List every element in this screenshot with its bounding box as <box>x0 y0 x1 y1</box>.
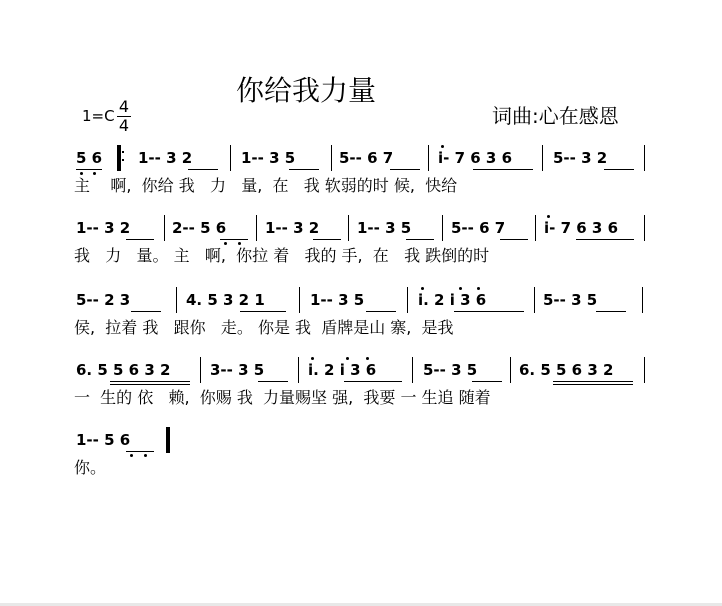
lyrics-line <box>74 387 644 411</box>
barline <box>510 357 511 383</box>
measure: 5-- 3 5 <box>543 291 598 309</box>
measure: i. 2 i 3 6 <box>418 291 487 309</box>
measure: 1-- 5 6 <box>76 431 131 449</box>
barline <box>348 215 349 241</box>
barline <box>200 357 201 383</box>
time-signature <box>117 99 131 134</box>
barline <box>298 357 299 383</box>
lyrics-line <box>74 317 644 341</box>
barline <box>164 215 165 241</box>
barline <box>331 145 332 171</box>
measure: 2-- 5 6 <box>172 219 227 237</box>
time-signature-bottom: 4 <box>118 116 130 135</box>
lyrics-line <box>74 175 644 199</box>
measure: 5-- 3 5 <box>423 361 478 379</box>
barline <box>644 215 645 241</box>
score-row-5 <box>0 429 722 489</box>
barline <box>230 145 231 171</box>
lyrics-text: 主 啊, 你给 我 力 量, 在 我 软弱的时 候, 快给 <box>74 176 458 195</box>
lyrics-text: 我 力 量。 主 啊, 你拉 着 我的 手, 在 我 跌倒的时 <box>74 246 490 265</box>
final-barline <box>166 427 170 453</box>
notation-line <box>76 289 646 315</box>
barline <box>176 287 177 313</box>
barline <box>644 357 645 383</box>
barline <box>407 287 408 313</box>
measure: 1-- 3 5 <box>241 149 296 167</box>
measure: 5-- 2 3 <box>76 291 131 309</box>
measure: i. 2 i 3 6 <box>308 361 377 379</box>
measure: 5-- 6 7 <box>339 149 394 167</box>
notation-line <box>76 217 646 243</box>
barline <box>412 357 413 383</box>
notation-line <box>76 147 646 173</box>
score-row-4 <box>0 359 722 419</box>
barline <box>642 287 643 313</box>
time-signature-top: 4 <box>118 97 130 116</box>
barline <box>442 215 443 241</box>
lyrics-text: 你。 <box>74 458 107 477</box>
measure-pickup: 5 6 <box>76 149 103 167</box>
lyrics-text: 一 生的 依 赖, 你赐 我 力量赐坚 强, 我要 一 生追 随着 <box>74 388 491 407</box>
barline <box>256 215 257 241</box>
barline <box>535 215 536 241</box>
measure: 1-- 3 2 <box>265 219 320 237</box>
measure: 6. 5 5 6 3 2 <box>519 361 614 379</box>
score-row-2 <box>0 217 722 277</box>
measure: 5-- 6 7 <box>451 219 506 237</box>
measure: 1-- 3 2 <box>138 149 193 167</box>
measure: 4. 5 3 2 1 <box>186 291 265 309</box>
measure: 1-- 3 5 <box>357 219 412 237</box>
barline <box>534 287 535 313</box>
measure: 1-- 3 2 <box>76 219 131 237</box>
score-row-3 <box>0 289 722 349</box>
credit-line: 词曲:心在感恩 <box>492 104 619 128</box>
measure: 3-- 3 5 <box>210 361 265 379</box>
lyrics-line <box>74 245 644 269</box>
lyrics-line <box>74 457 644 481</box>
song-title: 你给我力量 <box>236 74 377 107</box>
key-signature: 1=C <box>82 107 115 125</box>
barline <box>299 287 300 313</box>
measure: 5-- 3 2 <box>553 149 608 167</box>
notation-line <box>76 429 646 455</box>
measure: i- 7 6 3 6 <box>438 149 513 167</box>
barline <box>428 145 429 171</box>
measure: 6. 5 5 6 3 2 <box>76 361 171 379</box>
repeat-start-sign <box>117 145 125 171</box>
notation-line <box>76 359 646 385</box>
measure: i- 7 6 3 6 <box>544 219 619 237</box>
measure: 1-- 3 5 <box>310 291 365 309</box>
barline <box>542 145 543 171</box>
score-row-1 <box>0 147 722 207</box>
lyrics-text: 侯, 拉着 我 跟你 走。 你是 我 盾牌是山 寨, 是我 <box>74 318 454 337</box>
barline <box>644 145 645 171</box>
